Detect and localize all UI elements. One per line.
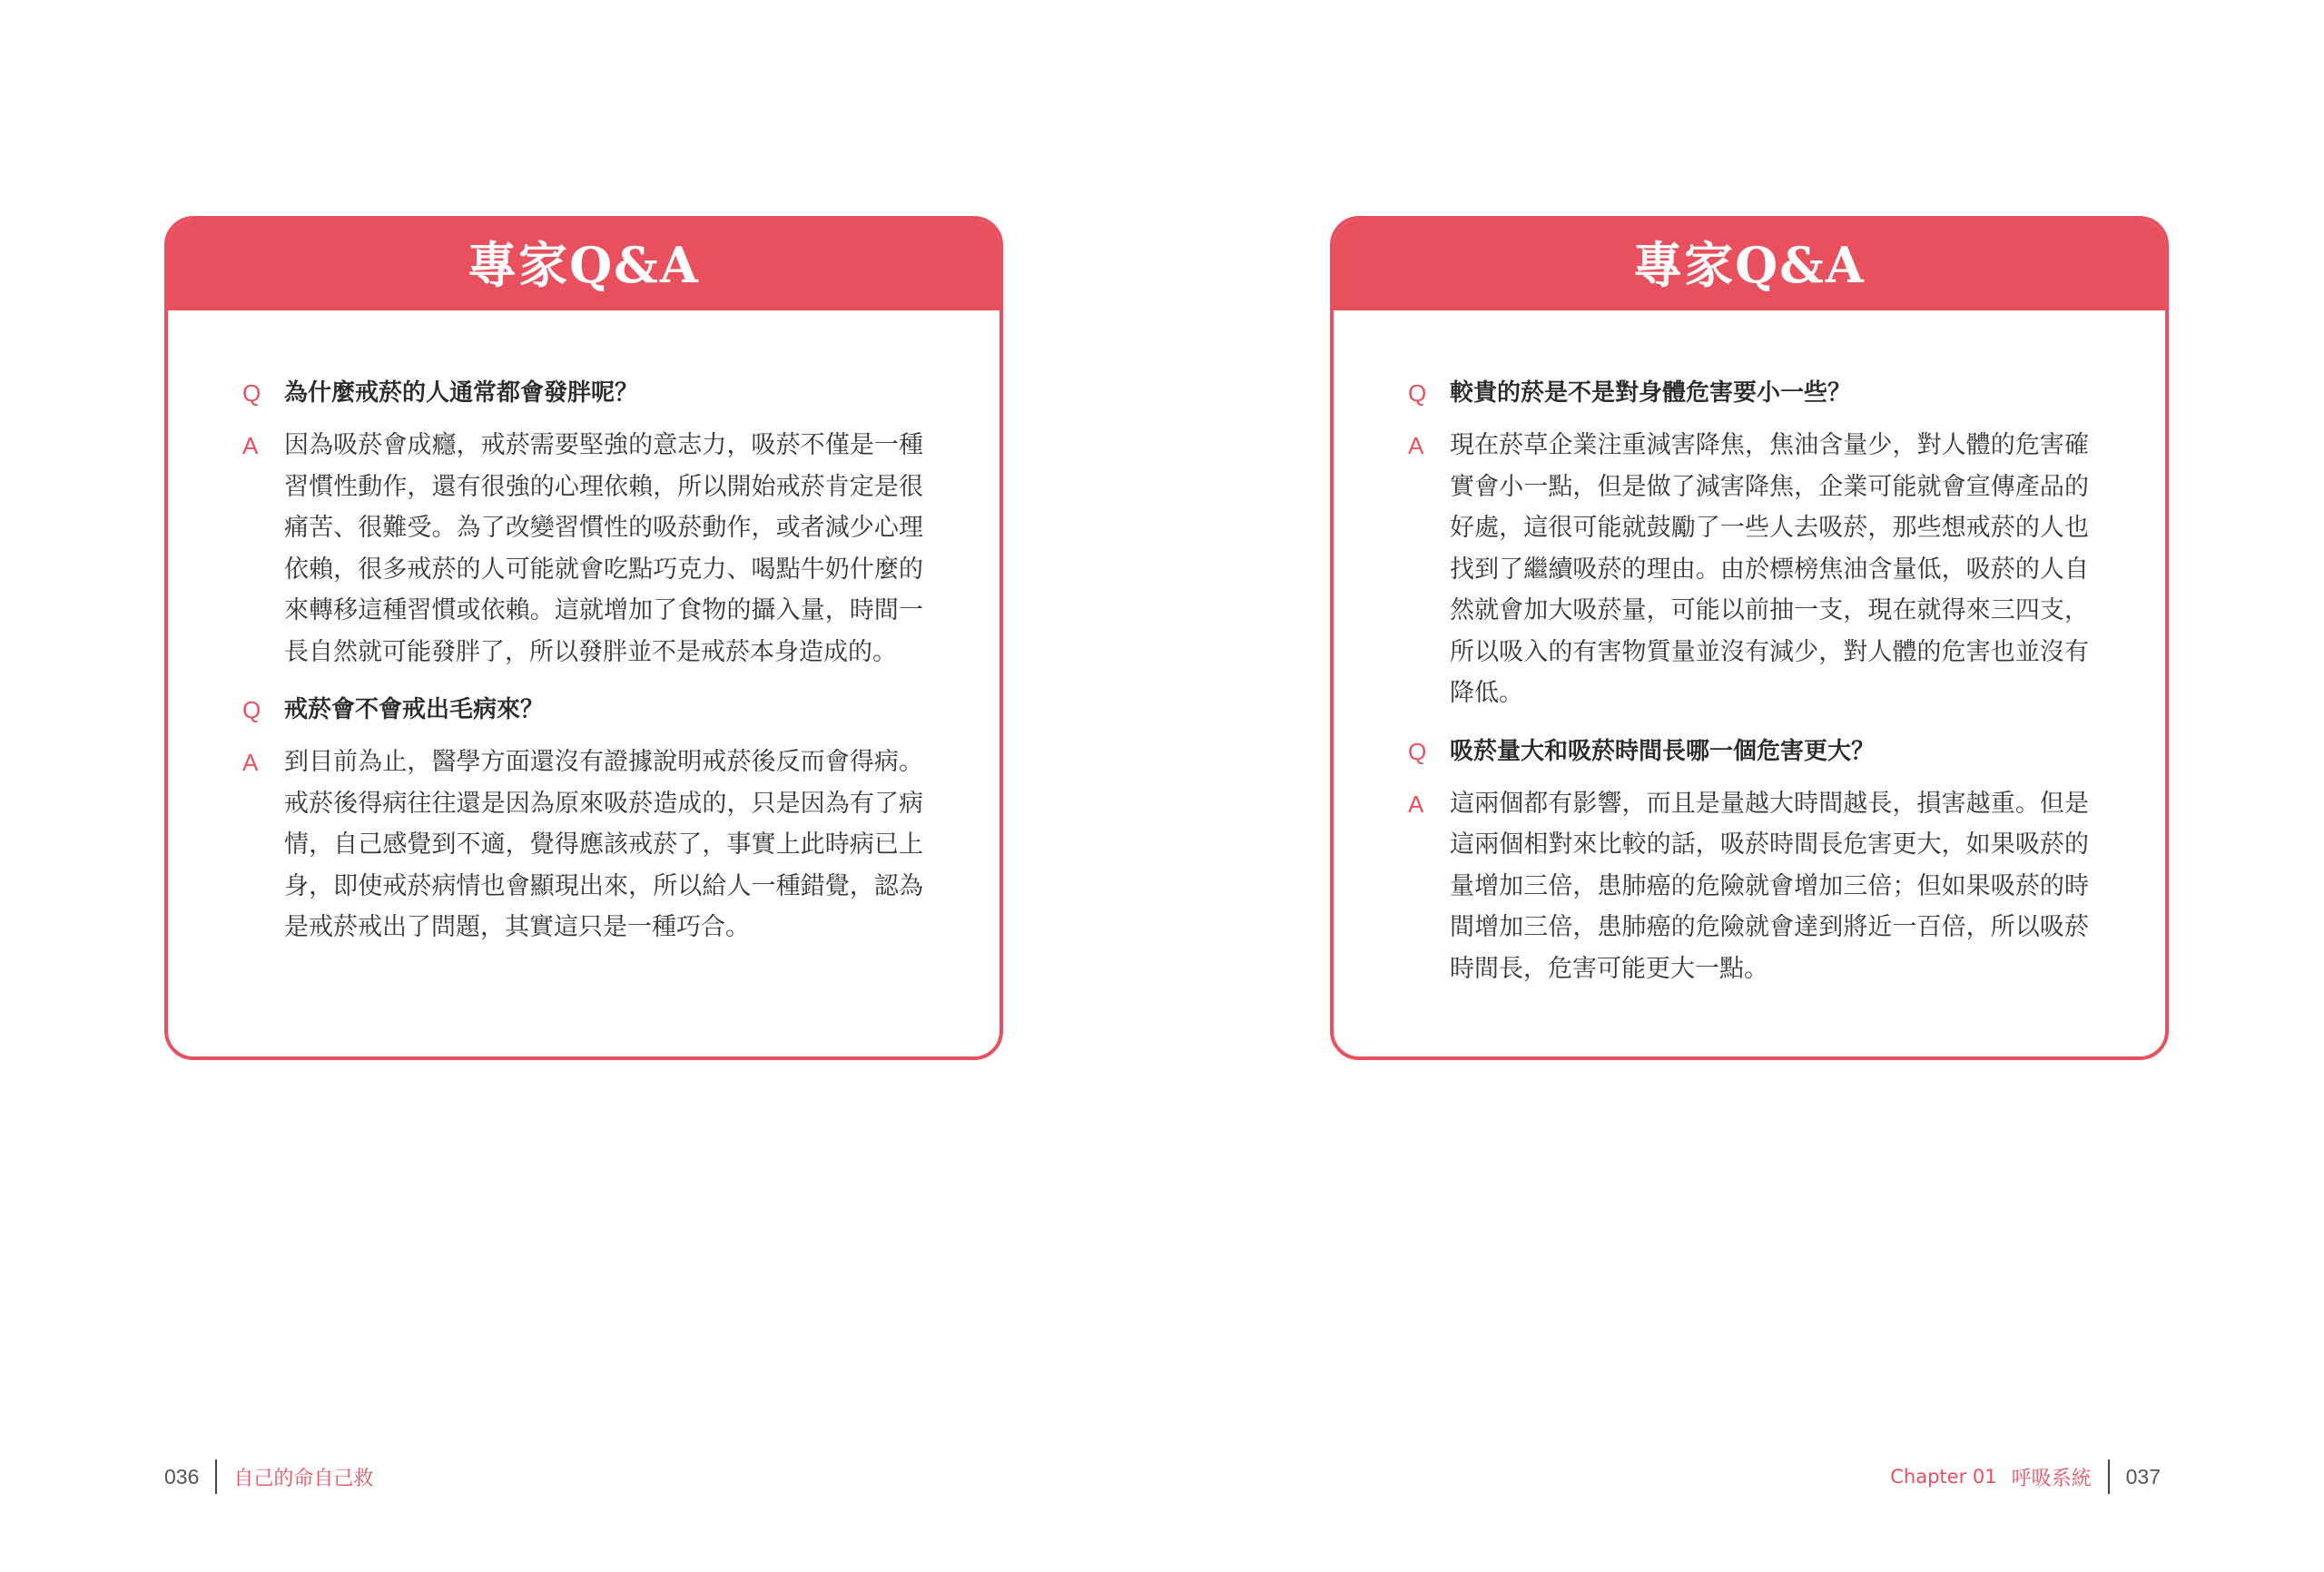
question-marker: Q — [1408, 379, 1427, 407]
question-text: 較貴的菸是不是對身體危害要小一些？ — [1450, 379, 1852, 407]
question-marker: Q — [242, 379, 261, 407]
answer-row — [242, 425, 923, 673]
chapter-label: Chapter 01 — [1890, 1466, 1997, 1488]
expert-qa-card — [164, 216, 1003, 1060]
page-number: 037 — [2125, 1464, 2161, 1488]
answer-marker: A — [242, 432, 259, 459]
question-row — [1408, 372, 2089, 414]
footer-divider — [215, 1459, 217, 1494]
answer-marker: A — [1408, 790, 1424, 818]
page-footer — [164, 1457, 373, 1497]
answer-text: 這兩個都有影響，而且是量越大時間越長，損害越重。但是這兩個相對來比較的話，吸菸時間長危害更大，如果吸菸的量增加三倍，患肺癌的危險就會增加三倍；但如果吸菸的時間增加三倍，患肺癌的危險就會達到將近一百倍，所以吸菸時間長，危害可能更大一點。 — [1450, 789, 2089, 983]
answer-text: 到目前為止，醫學方面還沒有證據說明戒菸後反而會得病。戒菸後得病往往還是因為原來吸菸造成的，只是因為有了病情，自己感覺到不適，覺得應該戒菸了，事實上此時病已上身，即使戒菸病情也會顯現出來，所以給人一種錯覺，認為是戒菸戒出了問題，其實這只是一種巧合。 — [284, 748, 923, 941]
qa-list — [1334, 310, 2165, 989]
answer-row — [242, 742, 923, 948]
card-header: 專家Q&A — [1334, 220, 2165, 310]
qa-item — [1408, 372, 2089, 714]
answer-marker: A — [242, 749, 259, 776]
expert-qa-card — [1330, 216, 2169, 1060]
question-marker: Q — [1408, 737, 1427, 765]
question-marker: Q — [242, 696, 261, 723]
qa-list — [168, 310, 1000, 948]
question-row — [242, 372, 923, 414]
book-title: 自己的命自己救 — [233, 1467, 374, 1490]
right-page — [1162, 0, 2324, 1572]
question-text: 為什麼戒菸的人通常都會發胖呢？ — [284, 379, 639, 407]
answer-row — [1408, 425, 2089, 714]
question-row — [242, 689, 923, 731]
answer-text: 因為吸菸會成癮，戒菸需要堅強的意志力，吸菸不僅是一種習慣性動作，還有很強的心理依賴，所以開始戒菸肯定是很痛苦、很難受。為了改變習慣性的吸菸動作，或者減少心理依賴，很多戒菸的人可能就會吃點巧克力、喝點牛奶什麼的來轉移這種習慣或依賴。這就增加了食物的攝入量，時間一長自然就可能發胖了，所以發胖並不是戒菸本身造成的。 — [284, 431, 923, 666]
card-header: 專家Q&A — [168, 220, 1000, 310]
answer-row — [1408, 783, 2089, 990]
answer-text: 現在菸草企業注重減害降焦，焦油含量少，對人體的危害確實會小一點，但是做了減害降焦，企業可能就會宣傳產品的好處，這很可能就鼓勵了一些人去吸菸，那些想戒菸的人也找到了繼續吸菸的理由。由於標榜焦油含量低，吸菸的人自然就會加大吸菸量，可能以前抽一支，現在就得來三四支，所以吸入的有害物質量並沒有減少，對人體的危害也並沒有降低。 — [1450, 431, 2089, 707]
page-number: 036 — [164, 1464, 200, 1488]
question-text: 戒菸會不會戒出毛病來？ — [284, 696, 545, 723]
qa-item — [242, 372, 923, 673]
footer-divider — [2108, 1459, 2110, 1494]
answer-marker: A — [1408, 432, 1424, 459]
qa-item — [242, 689, 923, 948]
page-footer — [1890, 1457, 2161, 1497]
section-title: 呼吸系統 — [2011, 1467, 2092, 1490]
qa-item — [1408, 731, 2089, 990]
question-row — [1408, 731, 2089, 772]
question-text: 吸菸量大和吸菸時間長哪一個危害更大？ — [1450, 737, 1876, 765]
